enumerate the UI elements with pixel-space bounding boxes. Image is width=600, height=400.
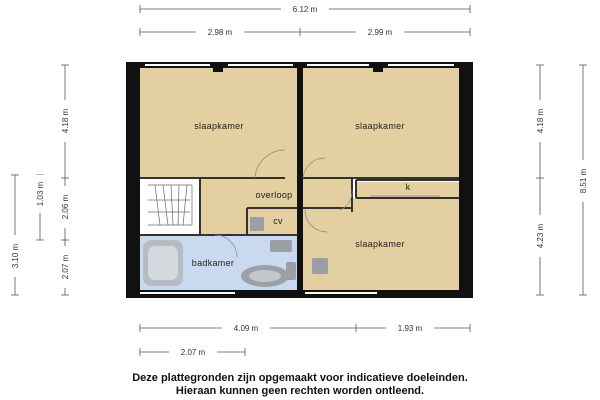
stairs-fill: [140, 178, 200, 235]
dim-top-total: 6.12 m: [292, 5, 318, 14]
wall-left: [126, 62, 140, 298]
room-label-landing: overloop: [255, 190, 293, 200]
washing-machine-icon: [312, 258, 328, 274]
dim-top-right: 2.99 m: [367, 28, 393, 37]
room-label-bathroom: badkamer: [191, 258, 235, 268]
room-label-bedroom-top-left: slaapkamer: [194, 121, 244, 131]
dim-right-total: 8.51 m: [579, 168, 588, 194]
dim-right-lower: 4.23 m: [536, 223, 545, 249]
dim-left-overloop: 1.03 m: [36, 181, 45, 207]
toilet-icon: [270, 240, 292, 252]
dim-top-left: 2.98 m: [207, 28, 233, 37]
dim-left-lower: 2.07 m: [61, 254, 70, 280]
room-label-bedroom-top-right: slaapkamer: [355, 121, 405, 131]
dim-left-upper: 4.18 m: [61, 108, 70, 134]
dim-left-total: 3.10 m: [11, 243, 20, 269]
disclaimer-line-1: Deze plattegronden zijn opgemaakt voor indicatieve doeleinden.: [132, 372, 468, 384]
wall-right: [459, 62, 473, 298]
dim-bottom-left: 4.09 m: [233, 324, 259, 333]
dim-bottom-right: 1.93 m: [397, 324, 423, 333]
room-label-bedroom-bottom: slaapkamer: [355, 239, 405, 249]
dim-bottom-extra: 2.07 m: [180, 348, 206, 357]
room-label-closet: k: [405, 182, 411, 192]
wall-center: [297, 62, 303, 298]
room-label-boiler: cv: [273, 216, 283, 226]
disclaimer-line-2: Hieraan kunnen geen rechten worden ontleend.: [175, 385, 425, 397]
landing-lower-fill: [200, 208, 247, 235]
dim-left-mid: 2.06 m: [61, 194, 70, 220]
dim-right-upper: 4.18 m: [536, 108, 545, 134]
